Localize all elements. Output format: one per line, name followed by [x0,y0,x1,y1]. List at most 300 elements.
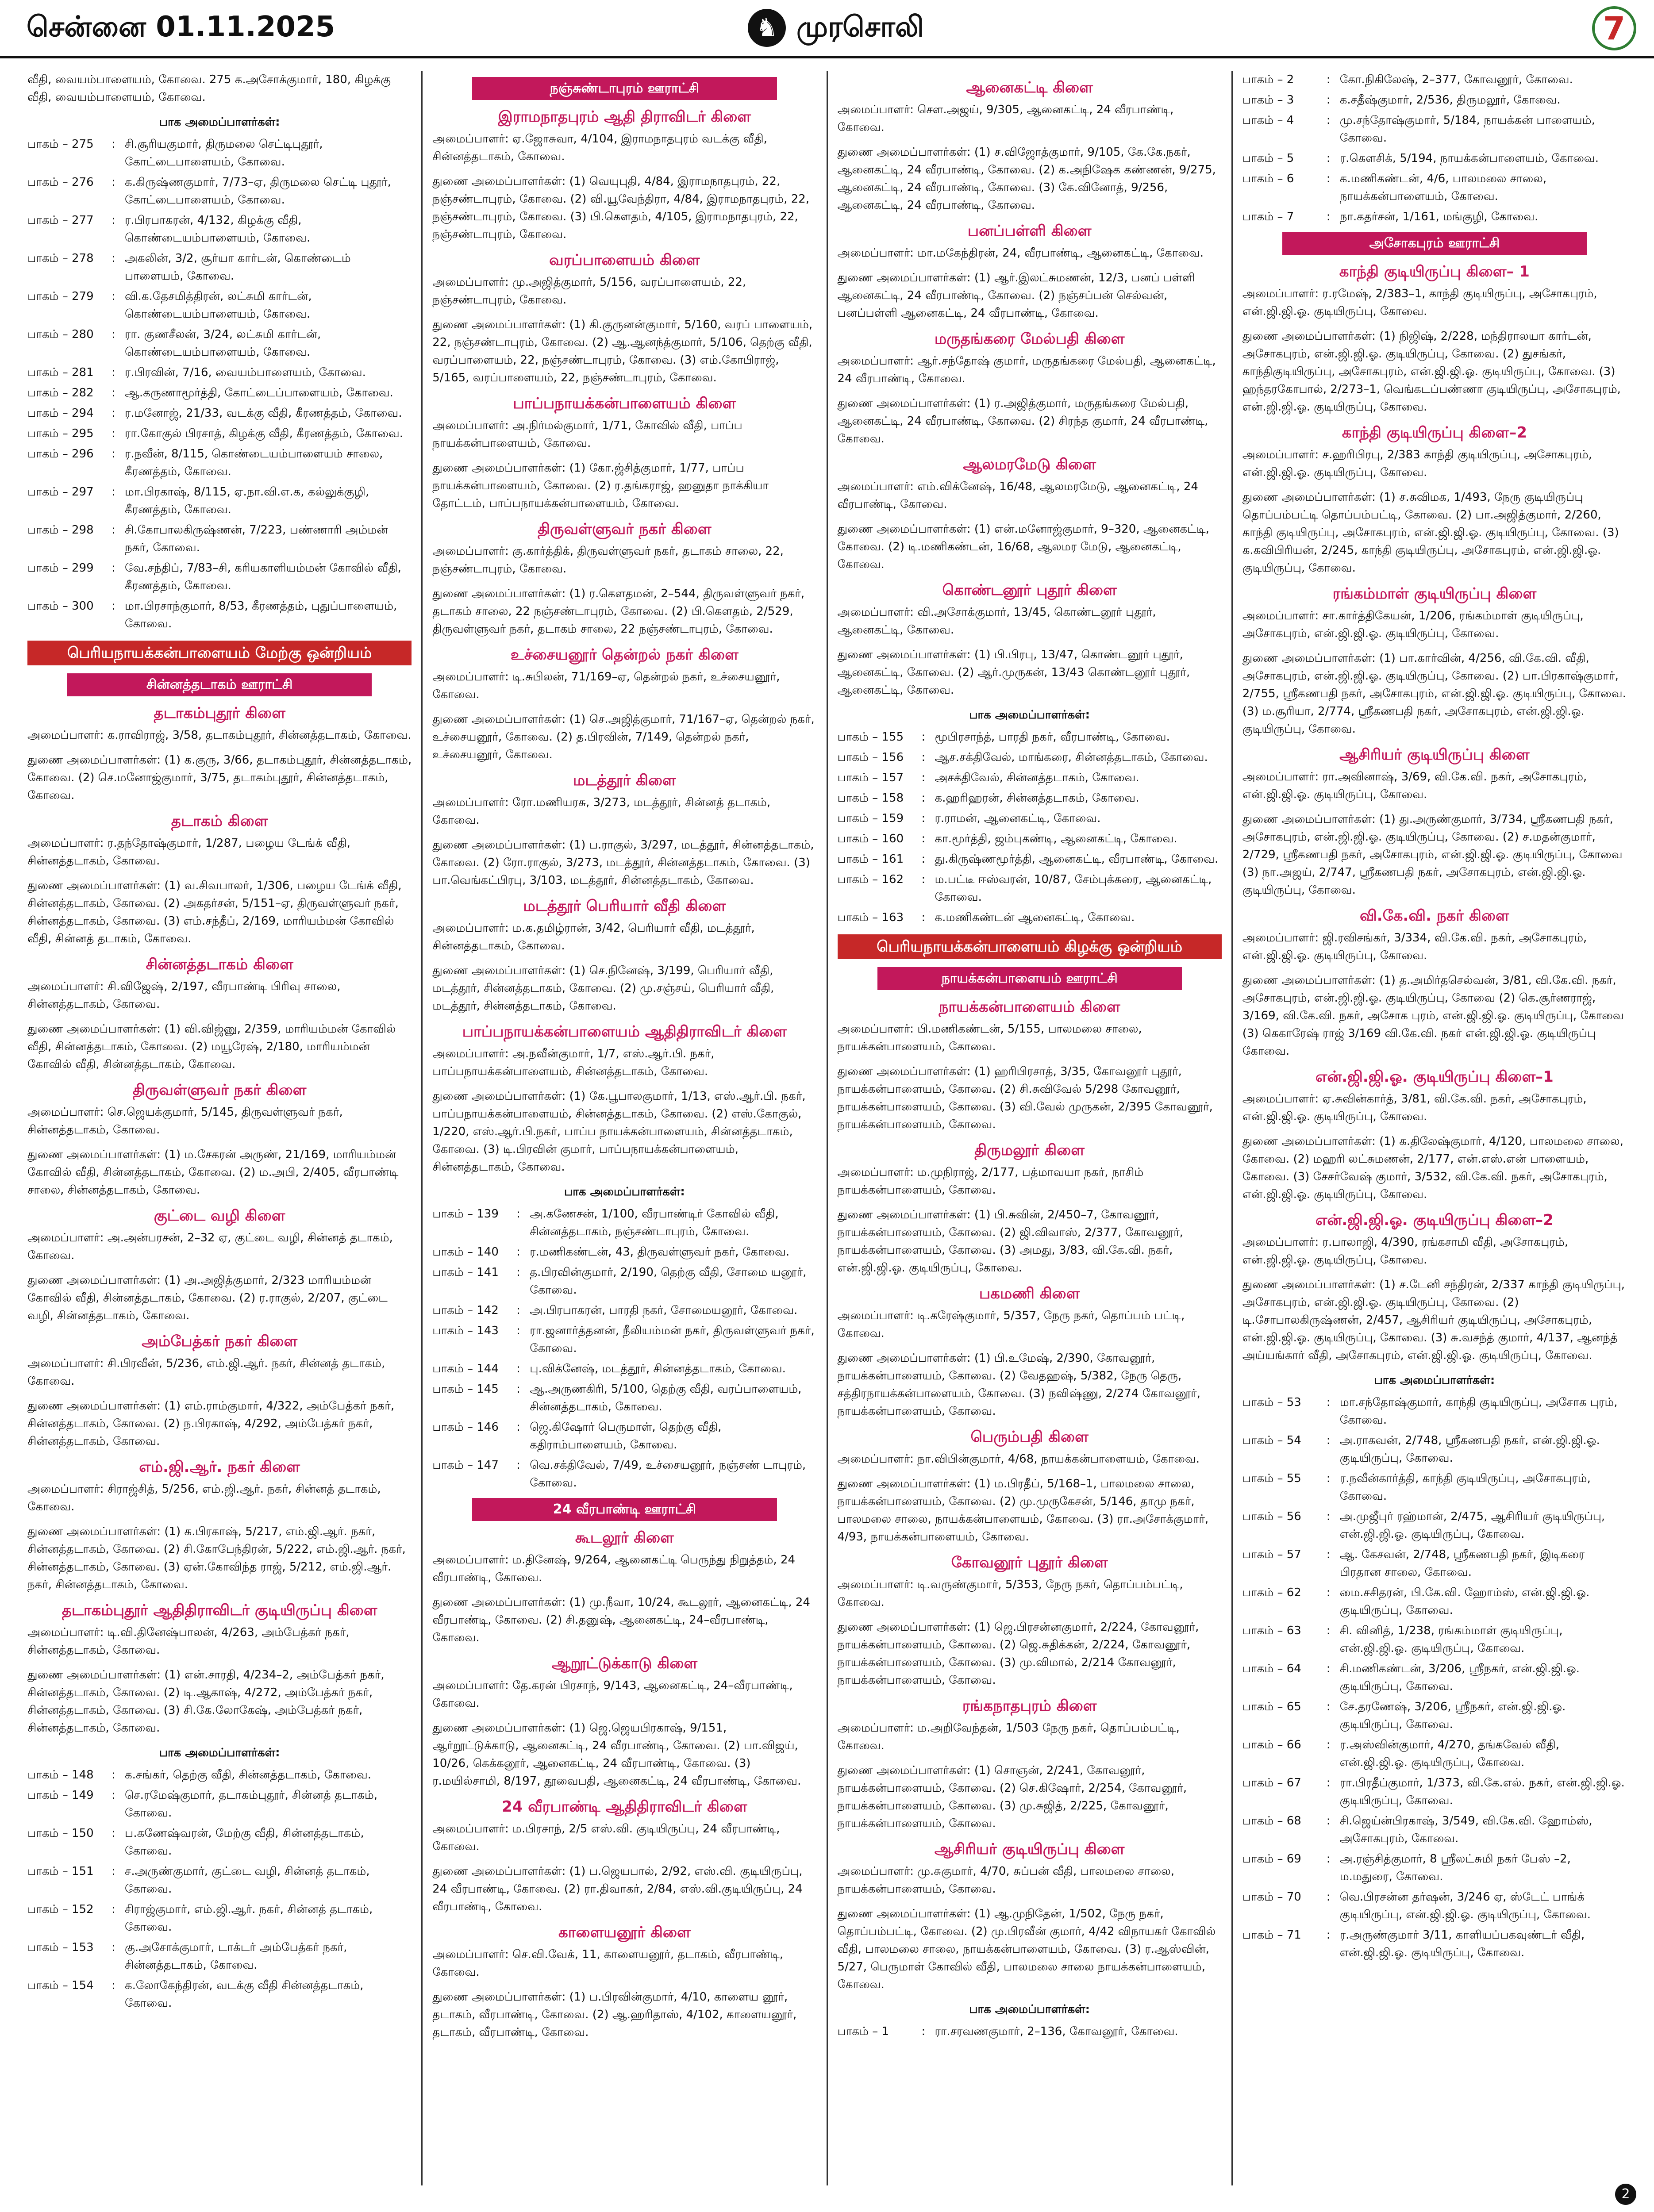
ward-row [1242,1394,1627,1429]
ward-organizer: நா.கதர்சன், 1/161, மங்குழி, கோவை. [1339,210,1539,223]
branch-title: சின்னத்தடாகம் கிளை [146,956,293,973]
ward-organizer: மா.பிரசாந்குமார், 8/53, கீரணத்தம், புதுப்பாளையம், கோவை. [125,599,397,630]
edition-date: சென்னை 01.11.2025 [27,11,335,43]
ward-number: பாகம் – 297 [27,485,94,499]
ward-colon: : [921,2025,926,2038]
organizer-text: அமைப்பாளர்: டி.கரேஷ்குமார், 5/357, நேரு நகர், தொப்பம் பட்டி, கோவை. [837,1309,1185,1340]
ward-organizer: சே.தரணேஷ், 3/206, ஸ்ரீநகர், என்.ஜி.ஜி.ஓ. குடியிருப்பு, கோவை. [1339,1700,1566,1731]
part-organizers-heading: பாக அமைப்பாளர்கள்: [159,115,280,129]
ward-row [27,559,412,595]
branch-title: ஆலமரமேடு கிளை [963,456,1096,473]
ward-number: பாகம் – 152 [27,1903,94,1916]
assistant-organizers-text: துணை அமைப்பாளர்கள்: (1) ச.சுவிமக, 1/493, நேரு குடியிருப்பு தொப்பம்பட்டி தொப்பம்பட்டி, கோவை. (2) பா.அஜித்குமார், 2/260, காந்தி குடியிருப்பு, அசோகபுரம், என்.ஜி.ஜி.ஓ. குடியிருப்பு, கோவை. (3) க.கவிபிரியன், 2/245, காந்தி குடியிருப்பு, அசோகபுரம், என்.ஜி.ஜி.ஓ. குடியிருப்பு, கோவை. [1242,491,1619,575]
ward-colon: : [1326,1472,1331,1485]
ward-number: பாகம் – 156 [837,751,904,764]
ward-organizer: ரா.பிரதீப்குமார், 1/373, வி.கே.எல். நகர், என்.ஜி.ஜி.ஓ. குடியிருப்பு, கோவை. [1339,1776,1625,1807]
branch-title: வரப்பாளையம் கிளை [549,251,700,269]
ward-organizer: ர.பிரவின், 7/16, வையம்பாளையம், கோவை. [125,366,366,379]
ward-row [1242,71,1627,88]
ward-row [27,211,412,247]
ward-row [27,1977,412,2012]
organizer-text: அமைப்பாளர்: செ.வி.வேக், 11, காளையனூர், தடாகம், வீரபாண்டி, கோவை. [432,1948,783,1979]
organizer-text: அமைப்பாளர்: க.ராவிராஜ், 3/58, தடாகம்புதூர், சின்னத்தடாகம், கோவை. [27,729,412,742]
assistant-organizers-text: துணை அமைப்பாளர்கள்: (1) ஜெ.ஜெயபிரகாஷ், 9/151, ஆர்றூட்டுக்காடு, ஆனைகட்டி, 24 வீரபாண்டி, கோவை. (2) பா.விஜய், 10/26, கெக்கனூர், ஆனைகட்டி, 24 வீரபாண்டி, கோவை. (3) ர.மயில்சாமி, 8/197, தூவைபதி, ஆனைகட்டி, 24 வீரபாண்டி, கோவை. [432,1721,801,1788]
ward-row [27,173,412,209]
ward-row [1242,1926,1627,1962]
ward-colon: : [921,771,926,784]
branch-title: பெரும்பதி கிளை [970,1428,1089,1446]
organizer-text: அமைப்பாளர்: தே.கரன் பிரசாந், 9/143, ஆனைகட்டி, 24–வீரபாண்டி, கோவை. [432,1679,793,1710]
ward-organizer: வெ.பிரசன்ன தர்ஷன், 3/246 ஏ, ஸ்டேட் பாங்க் குடியிருப்பு, என்.ஜி.ஜி.ஓ. குடியிருப்பு, கோவை. [1339,1890,1591,1921]
ward-colon: : [1326,1928,1331,1942]
branch-title: காளையனூர் கிளை [558,1924,691,1941]
assistant-organizers-text: துணை அமைப்பாளர்கள்: (1) என்.மனோஜ்குமார், 9–320, ஆனைகட்டி, கோவை. (2) டி.மணிகண்டன், 16/68, ஆலமர மேடு, ஆனைகட்டி, கோவை. [837,522,1209,571]
ward-colon: : [921,832,926,845]
branch-title: பாப்பநாயக்கன்பாளையம் கிளை [513,395,736,412]
ward-number: பாகம் – 277 [27,214,94,227]
ward-number: பாகம் – 282 [27,386,94,399]
ward-colon: : [1326,1776,1331,1790]
ward-colon: : [112,523,115,537]
branch-title: 24 வீரபாண்டி ஆதிதிராவிடர் கிளை [502,1798,747,1816]
ward-number: பாகம் – 150 [27,1827,94,1840]
ward-row [27,250,412,285]
ward-number: பாகம் – 294 [27,407,94,420]
ward-organizer: ஆச.சக்திவேல், மாங்கரை, சின்னத்தடாகம், கோவை. [935,751,1208,764]
ward-number: பாகம் – 296 [27,447,94,461]
ward-colon: : [921,751,926,764]
ward-colon: : [921,730,926,744]
branch-title: வி.கே.வி. நகர் கிளை [1360,907,1509,925]
organizer-text: அமைப்பாளர்: ஜி.ரவிசங்கர், 3/334, வி.கே.வி. நகர், அசோகபுரம், என்.ஜி.ஜி.ஓ. குடியிருப்பு, கோவை. [1242,931,1587,962]
ward-row [432,1243,816,1261]
ward-organizer: ச.அருண்குமார், குட்டை வழி, சின்னத் தடாகம், கோவை. [125,1865,370,1896]
page-number: 7 [1592,6,1636,50]
assistant-organizers-text: துணை அமைப்பாளர்கள்: (1) ர.அஜித்குமார், மருதங்கரை மேல்பதி, ஆனைகட்டி, 24 வீரபாண்டி, கோவை. (2) சிரந்த குமார், 24 வீரபாண்டி, கோவை. [837,397,1208,445]
ward-number: பாகம் – 68 [1242,1814,1301,1828]
ward-organizer: அ.ரஞ்சித்குமார், 8 ஸ்ரீலட்சுமி நகர் பேஸ் –2, ம.மதுரை, கோவை. [1339,1852,1571,1883]
ward-colon: : [112,1941,115,1954]
page-header [0,0,1654,58]
ward-number: பாகம் – 161 [837,853,904,866]
organizer-text: அமைப்பாளர்: ர.தந்தோஷ்குமார், 1/287, பழைய டேங்க் வீதி, சின்னத்தடாகம், கோவை. [27,837,350,868]
ward-colon: : [921,812,926,825]
ward-colon: : [516,1421,521,1434]
organizer-text: அமைப்பாளர்: டி.சுபிலன், 71/169–ஏ, தென்றல் நகர், உச்சையனூர், கோவை. [432,670,780,701]
ward-row [838,769,1222,787]
branch-title: திருமலூர் கிளை [974,1141,1085,1159]
ward-number: பாகம் – 7 [1242,210,1294,223]
assistant-organizers-text: துணை அமைப்பாளர்கள்: (1) வி.விஜ்னு, 2/359, மாரியம்மன் கோவில் வீதி, சின்னத்தடாகம், கோவை. (2) மயூரேஷ், 2/180, மாரியம்மன் கோவில் வீதி, சின்னத்தடாகம், கோவை. [27,1022,396,1071]
column-3 [828,71,1233,2185]
part-organizers-heading: பாக அமைப்பாளர்கள்: [1374,1374,1495,1387]
ward-colon: : [516,1207,521,1221]
ward-row [432,1418,816,1454]
ward-organizer: ப.கணேஷ்வரன், மேற்கு வீதி, சின்னத்தடாகம், கோவை. [125,1827,364,1858]
ward-organizer: ர.மனோஜ், 21/33, வடக்கு வீதி, கீரணத்தம், கோவை. [125,407,402,420]
assistant-organizers-text: துணை அமைப்பாளர்கள்: (1) து.அருண்குமார், 3/734, ஸ்ரீகணபதி நகர், அசோகபுரம், என்.ஜி.ஜி.ஓ. குடியிருப்பு, கோவை. (2) ச.மதன்குமார், 2/729, ஸ்ரீகணபதி நகர், அசோகபுரம், என்.ஜி.ஜி.ஓ. குடியிருப்பு, கோவை (3) நா.அஜய், 2/747, ஸ்ரீகணபதி நகர், அசோகபுரம், என்.ஜி.ஜி.ஓ. குடியிருப்பு, கோவை. [1242,813,1623,897]
assistant-organizers-text: துணை அமைப்பாளர்கள்: (1) ஹரிபிரசாத், 3/35, கோவனூர் புதூர், நாயக்கன்பாளையம், கோவை. (2) சி.சுவிவேல் 5/298 கோவனூர், நாயக்கன்பாளையம், கோவை. (3) வி.வேல் முருகன், 2/395 கோவனூர், நாயக்கன்பாளையம், கோவை. [837,1065,1213,1131]
ward-organizer: வே.சந்திப், 7/83–சி, கரியகாளியம்மன் கோவில் வீதி, கீரணத்தம், கோவை. [125,561,401,592]
ward-organizer: ர.மணிகண்டன், 43, திருவள்ளுவர் நகர், கோவை. [530,1245,790,1259]
assistant-organizers-text: துணை அமைப்பாளர்கள்: (1) ச.டேனி சந்திரன், 2/337 காந்தி குடியிருப்பு, அசோகபுரம், என்.ஜி.ஜி.ஓ. குடியிருப்பு, கோவை. (2) டி.சோபாலகிருஷ்ணன், 2/457, ஆசிரியர் குடியிருப்பு, அசோகபுரம், என்.ஜி.ஜி.ஓ. குடியிருப்பு, கோவை. (3) சு.வசந்த் குமார், 4/137, ஆனந்த் அய்யங்கார் வீதி, அசோகபுரம், என்.ஜி.ஜி.ஓ. குடியிருப்பு, கோவை. [1242,1278,1625,1362]
assistant-organizers-text: துணை அமைப்பாளர்கள்: (1) ப.பிரவின்குமார், 4/10, காளைய னூர், தடாகம், வீரபாண்டி, கோவை. (2) ஆ.ஹரிதாஸ், 4/102, காளையனூர், தடாகம், வீரபாண்டி, கோவை. [432,1990,797,2039]
ward-colon: : [112,290,115,303]
panchayat-banner: நஞ்சுண்டாபுரம் ஊராட்சி [472,77,777,100]
ward-row [27,1901,412,1936]
ward-number: பாகம் – 139 [432,1207,499,1221]
ward-organizer: செ.ரமேஷ்குமார், தடாகம்புதூர், சின்னத் தடாகம், கோவை. [125,1789,378,1820]
branch-title: பனப்பள்ளி கிளை [967,222,1092,240]
organizer-text: அமைப்பாளர்: ம.க.தமிழ்ரான், 3/42, பெரியார் வீதி, மடத்தூர், சின்னத்தடாகம், கோவை. [432,922,755,952]
ward-number: பாகம் – 281 [27,366,94,379]
ward-row [1242,1736,1627,1771]
ward-number: பாகம் – 140 [432,1245,499,1259]
column-2 [423,71,827,2185]
assistant-organizers-text: துணை அமைப்பாளர்கள்: (1) ஆ.முநிதேன், 1/502, நேரு நகர், தொப்பம்பட்டி, கோவை. (2) மு.பிரவீன் குமார், 4/42 விநாயகர் கோவில் வீதி, பாலமலை சாலை, நாயக்கன்பாளையம், கோவை. (3) ர.ஆஸ்வின், 5/27, பெருமாள் கோவில் வீதி, பாலமலை சாலை நாயக்கன்பாளையம், கோவை. [837,1907,1216,1991]
panchayat-banner: அசோகபுரம் ஊராட்சி [1282,232,1587,255]
organizer-text: அமைப்பாளர்: சி.பிரவீன், 5/236, எம்.ஜி.ஆர். நகர், சின்னத் தடாகம், கோவை. [27,1357,385,1388]
assistant-organizers-text: துணை அமைப்பாளர்கள்: (1) ம.சேகரன் அருண், 21/169, மாரியம்மன் கோவில் வீதி, சின்னத்தடாகம், கோவை. (2) ம.அபி, 2/405, வீரபாண்டி சாலை, சின்னத்தடாகம், கோவை. [27,1148,399,1197]
ward-organizer: மூபிரசாந்த், பாரதி நகர், வீரபாண்டி, கோவை. [935,730,1170,744]
ward-organizer: க.சதீஷ்குமார், 2/536, திருமலூர், கோவை. [1339,93,1561,107]
assistant-organizers-text: துணை அமைப்பாளர்கள்: (1) வெயுபுதி, 4/84, இராமநாதபுரம், 22, நஞ்சண்டாபுரம், கோவை. (2) வி.யூவேந்திரா, 4/84, இராமநாதபுரம், 22, நஞ்சண்டாபுரம், கோவை. (3) பி.கௌதம், 4/105, இராமநாதபுரம், 22, நஞ்சண்டாபுரம், கோவை. [432,175,810,241]
panchayat-banner: நாயக்கன்பாளையம் ஊராட்சி [877,967,1182,990]
ward-row [27,1824,412,1860]
ward-row [432,1322,816,1357]
ward-colon: : [112,328,115,341]
ward-row [838,728,1222,746]
assistant-organizers-text: துணை அமைப்பாளர்கள்: (1) பி.உமேஷ், 2/390, கோவனூர், நாயக்கன்பாளையம், கோவை. (2) வேதஹஷ், 5/382, நேரு தெரு, சத்திரநாயக்கன்பாளையம், கோவை. (3) நவிஷ்ணு, 2/274 கோவனூர், நாயக்கன்பாளையம், கோவை. [837,1352,1200,1418]
ward-number: பாகம் – 159 [837,812,904,825]
ward-colon: : [1326,1548,1331,1561]
ward-colon: : [1326,210,1331,223]
branch-title: திருவள்ளுவர் நகர் கிளை [538,520,712,538]
ward-colon: : [1326,93,1331,107]
ward-number: பாகம் – 64 [1242,1662,1301,1675]
ward-number: பாகம் – 141 [432,1266,499,1279]
organizer-text: அமைப்பாளர்: ரா.அவினாஷ், 3/69, வி.கே.வி. நகர், அசோகபுரம், என்.ஜி.ஜி.ஓ. குடியிருப்பு, கோவை. [1242,770,1587,801]
assistant-organizers-text: துணை அமைப்பாளர்கள்: (1) மு.நீவா, 10/24, கூடலூர், ஆனைகட்டி, 24 வீரபாண்டி, கோவை. (2) சி.தனுஷ், ஆனைகட்டி, 24–வீரபாண்டி, கோவை. [432,1596,810,1644]
organizer-text: அமைப்பாளர்: மு.சுகுமார், 4/70, சுப்பன் வீதி, பாலமலை சாலை, நாயக்கன்பாளையம், கோவை. [837,1865,1175,1896]
ward-number: பாகம் – 2 [1242,73,1294,86]
ward-colon: : [1326,73,1331,86]
organizer-text: அமைப்பாளர்: ஏ.சுவின்கார்த், 3/81, வி.கே.வி. நகர், அசோகபுரம், என்.ஜி.ஜி.ஓ. குடியிருப்பு, கோவை. [1242,1092,1587,1123]
ward-number: பாகம் – 279 [27,290,94,303]
ward-organizer: ரா.சரவணகுமார், 2–136, கோவனூர், கோவை. [935,2025,1178,2038]
ward-number: பாகம் – 53 [1242,1396,1301,1409]
ward-colon: : [516,1245,521,1259]
ward-number: பாகம் – 147 [432,1459,499,1472]
assistant-organizers-text: துணை அமைப்பாளர்கள்: (1) எம்.ராம்குமார், 4/322, அம்பேத்கர் நகர், சின்னத்தடாகம், கோவை. (2) ந.பிரகாஷ், 4/292, அம்பேத்கர் நகர், சின்னத்தடாகம், கோவை. [27,1399,395,1448]
ward-organizer: ர.நவீன், 8/115, கொண்டையம்பாளையம் சாலை, கீரணத்தம், கோவை. [125,447,383,478]
ward-row [432,1205,816,1240]
ward-row [1242,1698,1627,1733]
ward-organizer: மா.சந்தோஷ்குமார், காந்தி குடியிருப்பு, அசோக புரம், கோவை. [1339,1396,1618,1427]
ward-organizer: க.சங்கர், தெற்கு வீதி, சின்னத்தடாகம், கோவை. [125,1768,372,1782]
organizer-text: அமைப்பாளர்: ம.தினேஷ், 9/264, ஆனைகட்டி பெருந்து நிறுத்தம், 24 வீரபாண்டி, கோவை. [432,1553,796,1584]
ward-number: பாகம் – 153 [27,1941,94,1954]
branch-title: குட்டை வழி கிளை [154,1207,285,1225]
organizer-text: அமைப்பாளர்: பி.மணிகண்டன், 5/155, பாலமலை சாலை, நாயக்கன்பாளையம், கோவை. [837,1022,1142,1053]
article-columns [18,71,1636,2185]
part-organizers-heading: பாக அமைப்பாளர்கள்: [969,708,1090,722]
ward-colon: : [112,366,115,379]
branch-title: உச்சையனூர் தென்றல் நகர் கிளை [510,646,739,664]
ward-row [1242,1812,1627,1847]
ward-colon: : [112,214,115,227]
assistant-organizers-text: துணை அமைப்பாளர்கள்: (1) வ.சிவபாலர், 1/306, பழைய டேங்க் வீதி, சின்னத்தடாகம், கோவை. (2) அகதர்சன், 5/151–ஏ, திருவள்ளுவர் நகர், சின்னத்தடாகம், கோவை. (3) எம்.சந்தீப், 2/169, மாரியம்மன் கோவில் வீதி, சின்னத் தடாகம், கோவை. [27,879,402,945]
ward-number: பாகம் – 3 [1242,93,1294,107]
ward-organizer: ர.அஸ்வின்குமார், 4/270, தங்கவேல் வீதி, என்.ஜி.ஜி.ஓ. குடியிருப்பு, கோவை. [1339,1738,1560,1769]
organizer-text: அமைப்பாளர்: ர.பாலாஜி, 4/390, ரங்கசாமி வீதி, அசோகபுரம், என்.ஜி.ஜி.ஓ. குடியிருப்பு, கோவை. [1242,1236,1569,1267]
ward-organizer: க.லோகேந்திரன், வடக்கு வீதி சின்னத்தடாகம், கோவை. [125,1979,364,2010]
ward-organizer: மு.சந்தோஷ்குமார், 5/184, நாயக்கன் பாளையம், கோவை. [1339,114,1595,145]
ward-number: பாகம் – 142 [432,1304,499,1317]
ward-colon: : [1326,1890,1331,1904]
branch-title: ஆசிரியர் குடியிருப்பு கிளை [934,1840,1125,1858]
ward-organizer: ஜெ.கிஷோர் பெருமாள், தெற்கு வீதி, கதிராம்பாளையம், கோவை. [530,1421,722,1452]
branch-title: பகமணி கிளை [979,1285,1080,1302]
assistant-organizers-text: துணை அமைப்பாளர்கள்: (1) ப.ஜெயபால், 2/92, எஸ்.வி. குடியிருப்பு, 24 வீரபாண்டி, கோவை. (2) ரா.திவாகர், 2/84, எஸ்.வி.குடியிருப்பு, 24 வீரபாண்டி, கோவை. [432,1865,803,1913]
organizer-text: அமைப்பாளர்: நா.விபின்குமார், 4/68, நாயக்கன்பாளையம், கோவை. [837,1452,1200,1466]
column-4 [1233,71,1636,2185]
ward-number: பாகம் – 56 [1242,1510,1301,1523]
ward-colon: : [516,1324,521,1337]
ward-organizer: பு.விக்னேஷ், மடத்தூர், சின்னத்தடாகம், கோவை. [530,1362,786,1375]
ward-colon: : [112,599,115,613]
assistant-organizers-text: துணை அமைப்பாளர்கள்: (1) சொஞன், 2/241, கோவனூர், நாயக்கன்பாளையம், கோவை. (2) செ.கிஷோர், 2/254, கோவனூர், நாயக்கன்பாளையம், கோவை. (3) மு.சுஜித், 2/225, கோவனூர், நாயக்கன்பாளையம், கோவை. [837,1764,1187,1830]
ward-organizer: ர.நவீன்கார்த்தி, காந்தி குடியிருப்பு, அசோகபுரம், கோவை. [1339,1472,1591,1503]
ward-number: பாகம் – 67 [1242,1776,1301,1790]
ward-row [838,830,1222,848]
ward-organizer: ம.பட்டீ ஈஸ்வரன், 10/87, சேம்புக்கரை, ஆனைகட்டி, கோவை. [935,873,1212,904]
ward-row [1242,1888,1627,1924]
ward-row [432,1456,816,1492]
ward-row [1242,1622,1627,1657]
ward-colon: : [112,176,115,189]
ward-row [27,326,412,361]
ward-row [1242,1660,1627,1695]
ward-organizer: சி.ஜெய்ன்பிரகாஷ், 3/549, வி.கே.வி. ஹோம்ஸ், அசோகபுரம், கோவை. [1339,1814,1592,1845]
ward-row [838,871,1222,906]
organizer-text: அமைப்பாளர்: சா.கார்த்திகேயன், 1/206, ரங்கம்மாள் குடியிருப்பு, அசோகபுரம், என்.ஜி.ஜி.ஓ. குடியிருப்பு, கோவை. [1242,609,1584,640]
organizer-text: அமைப்பாளர்: ஏ.ஜோசுவா, 4/104, இராமநாதபுரம் வடக்கு வீதி, சின்னத்தடாகம், கோவை. [432,132,767,163]
ward-number: பாகம் – 54 [1242,1434,1301,1447]
ward-number: பாகம் – 162 [837,873,904,886]
ward-number: பாகம் – 157 [837,771,904,784]
ward-number: பாகம் – 295 [27,427,94,440]
assistant-organizers-text: துணை அமைப்பாளர்கள்: (1) பி.சுவின், 2/450–7, கோவனூர், நாயக்கன்பாளையம், கோவை. (2) ஜி.விவாஸ், 2/377, கோவனூர், நாயக்கன்பாளையம், கோவை. (3) அமது, 3/83, வி.கே.வி. நகர், என்.ஜி.ஜி.ஓ. குடியிருப்பு, கோவை. [837,1208,1183,1275]
organizer-text: அமைப்பாளர்: செ.ஜெயக்குமார், 5/145, திருவள்ளுவர் நகர், சின்னத்தடாகம், கோவை. [27,1106,343,1137]
branch-title: பாப்பநாயக்கன்பாளையம் ஆதிதிராவிடர் கிளை [462,1023,787,1041]
ward-row [27,521,412,557]
ward-row [838,789,1222,807]
ward-organizer: ரா.ஜனார்த்தனன், நீலியம்மன் நகர், திருவள்ளுவர் நகர், கோவை. [530,1324,815,1355]
ward-number: பாகம் – 145 [432,1382,499,1396]
ward-colon: : [921,911,926,924]
ward-row [1242,91,1627,109]
ward-colon: : [1326,114,1331,127]
ward-organizer: க.கிருஷ்ணகுமார், 7/73–ஏ, திருமலை செட்டி புதூர், கோட்டைபாளையம், கோவை. [125,176,391,207]
ward-organizer: க.மணிகண்டன், 4/6, பாலமலை சாலை, நாயக்கன்பாளையம், கோவை. [1339,172,1547,203]
ward-organizer: மை.சசிதரன், பி.கே.வி. ஹோம்ஸ், என்.ஜி.ஜி.ஓ. குடியிருப்பு, கோவை. [1339,1586,1590,1617]
ward-number: பாகம் – 155 [837,730,904,744]
ward-organizer: அ.ராகவன், 2/748, ஸ்ரீகணபதி நகர், என்.ஜி.ஜி.ஓ. குடியிருப்பு, கோவை. [1339,1434,1600,1465]
union-banner: பெரியநாயக்கன்பாளையம் கிழக்கு ஒன்றியம் [838,934,1222,959]
ward-colon: : [1326,1396,1331,1409]
ward-colon: : [1326,152,1331,165]
organizer-text: அமைப்பாளர்: கு.கார்த்திக், திருவள்ளுவர் நகர், தடாகம் சாலை, 22, நஞ்சண்டாபுரம், கோவை. [432,545,784,576]
ward-row [27,1863,412,1898]
organizer-text: அமைப்பாளர்: அ.நிர்மல்குமார், 1/71, கோவில் வீதி, பாப்ப நாயக்கன்பாளையம், கோவை. [432,419,742,450]
ward-row [838,909,1222,926]
ward-organizer: சி.சூரியகுமார், திருமலை செட்டிபுதூர், கோட்டைபாளையம், கோவை. [125,138,323,169]
ward-number: பாகம் – 6 [1242,172,1294,185]
ward-organizer: ஆ.அருணகிரி, 5/100, தெற்கு வீதி, வரப்பாளையம், சின்னத்தடாகம், கோவை. [530,1382,802,1413]
part-organizers-heading: பாக அமைப்பாளர்கள்: [159,1746,280,1759]
branch-title: ரங்கநாதபுரம் கிளை [962,1697,1097,1715]
ward-row [1242,150,1627,167]
assistant-organizers-text: துணை அமைப்பாளர்கள்: (1) நிஜிஷ், 2/228, மந்திராலயா கார்டன், அசோகபுரம், என்.ஜி.ஜி.ஓ. குடியிருப்பு, கோவை. (2) துசங்கர், காந்திகுடியிருப்பு, அசோகபுரம், என்.ஜி.ஜி.ஓ. குடியிருப்பு, கோவை. (3) ஹந்தரகோபால், 2/273–1, வெங்கடப்பண்ணா குடியிருப்பு, அசோகபுரம், என்.ஜி.ஜி.ஓ. குடியிருப்பு, கோவை. [1242,330,1621,414]
part-organizers-heading: பாக அமைப்பாளர்கள்: [564,1185,685,1198]
ward-row [27,1786,412,1822]
ward-number: பாகம் – 275 [27,138,94,151]
assistant-organizers-text: துணை அமைப்பாளர்கள்: (1) அ.அஜித்குமார், 2/323 மாரியம்மன் கோவில் வீதி, சின்னத்தடாகம், கோவை. (2) ர.ராகுல், 2/207, குட்டை வழி, சின்னத்தடாகம், கோவை. [27,1274,388,1322]
ward-colon: : [1326,1586,1331,1599]
ward-number: பாகம் – 66 [1242,1738,1301,1751]
ward-number: பாகம் – 151 [27,1865,94,1878]
ward-organizer: க.மணிகண்டன் ஆனைகட்டி, கோவை. [935,911,1135,924]
ward-row [1242,1470,1627,1505]
branch-title: காந்தி குடியிருப்பு கிளை–2 [1342,424,1527,442]
branch-title: திருவள்ளுவர் நகர் கிளை [132,1081,307,1099]
branch-title: கூடலூர் கிளை [575,1529,674,1547]
branch-title: ஆசிரியர் குடியிருப்பு கிளை [1339,746,1530,764]
branch-title: இராமநாதபுரம் ஆதி திராவிடர் கிளை [498,108,751,126]
assistant-organizers-text: துணை அமைப்பாளர்கள்: (1) என்.சாரதி, 4/234–2, அம்பேத்கர் நகர், சின்னத்தடாகம், கோவை. (2) டி.ஆகாஷ், 4/272, அம்பேத்கர் நகர், சின்னத்தடாகம், கோவை. (3) சி.கே.லோகேஷ், அம்பேத்கர் நகர், சின்னத்தடாகம், கோவை. [27,1668,385,1735]
panchayat-banner: சின்னத்தடாகம் ஊராட்சி [67,673,372,696]
ward-organizer: சி.கோபாலகிருஷ்ணன், 7/223, பண்ணாரி அம்மன் நகர், கோவை. [125,523,388,554]
ward-row [1242,1584,1627,1619]
ward-colon: : [112,1789,115,1802]
ward-row [27,483,412,518]
ward-colon: : [1326,1700,1331,1713]
organizer-text: அமைப்பாளர்: வி.அசோக்குமார், 13/45, கொண்டனூர் புதூர், ஆனைகட்டி, கோவை. [837,606,1156,637]
ward-organizer: அ.பிரபாகரன், பாரதி நகர், சோமையனூர், கோவை. [530,1304,798,1317]
assistant-organizers-text: துணை அமைப்பாளர்கள்: (1) கே.பூபாலகுமார், 1/13, எஸ்.ஆர்.பி. நகர், பாப்பநாயக்கன்பாளையம், சின்னத்தடாகம், கோவை. (2) எஸ்.கோகுல், 1/220, எஸ்.ஆர்.பி.நகர், பாப்ப நாயக்கன்பாளையம், சின்னத்தடாகம், கோவை. (3) டி.பிரவின் குமார், பாப்பநாயக்கன்பாளையம், சின்னத்தடாகம், கோவை. [432,1090,806,1174]
ward-colon: : [1326,1852,1331,1866]
ward-colon: : [112,1827,115,1840]
ward-number: பாகம் – 4 [1242,114,1294,127]
ward-row [1242,208,1627,226]
ward-row [432,1360,816,1378]
assistant-organizers-text: துணை அமைப்பாளர்கள்: (1) ஜெ.பிரசன்னகுமார், 2/224, கோவனூர், நாயக்கன்பாளையம், கோவை. (2) ஜெ.சுதிக்கன், 2/224, கோவனூர், நாயக்கன்பாளையம், கோவை. (3) மு.விமால், 2/214 கோவனூர், நாயக்கன்பாளையம், கோவை. [837,1621,1199,1687]
ward-colon: : [921,791,926,805]
ward-colon: : [112,386,115,399]
ward-colon: : [516,1266,521,1279]
ward-organizer: ர.அருண்குமார் 3/11, காளியப்பகவுண்டர் வீதி, என்.ஜி.ஜி.ஓ. குடியிருப்பு, கோவை. [1339,1928,1585,1959]
ward-number: பாகம் – 158 [837,791,904,805]
organizer-text: அமைப்பாளர்: சிராஜ்சித், 5/256, எம்.ஜி.ஆர். நகர், சின்னத் தடாகம், கோவை. [27,1482,381,1513]
organizer-text: அமைப்பாளர்: ம.அறிவேந்தன், 1/503 நேரு நகர், தொப்பம்பட்டி, கோவை. [837,1721,1180,1752]
organizer-text: அமைப்பாளர்: அ.அன்பரசன், 2–32 ஏ, குட்டை வழி, சின்னத் தடாகம், கோவை. [27,1231,393,1262]
assistant-organizers-text: துணை அமைப்பாளர்கள்: (1) பி.பிரபு, 13/47, கொண்டனூர் புதூர், ஆனைகட்டி, கோவை. (2) ஆர்.முருகன், 13/43 கொண்டனூர் புதூர், ஆனைகட்டி, கோவை. [837,648,1190,697]
ward-colon: : [1326,1434,1331,1447]
ward-row [432,1380,816,1416]
ward-organizer: து.கிருஷ்ணமூர்த்தி, ஆனைகட்டி, வீரபாண்டி, கோவை. [935,853,1219,866]
assistant-organizers-text: துணை அமைப்பாளர்கள்: (1) க.திலேஷ்குமார், 4/120, பாலமலை சாலை, கோவை. (2) மஹரி லட்சுமணன், 2/177, என்.எஸ்.என் பாளையம், கோவை. (3) சேசர்வேஷ் குமார், 3/532, வி.கே.வி. நகர், அசோகபுரம், என்.ஜி.ஜி.ஓ. குடியிருப்பு, கோவை. [1242,1135,1623,1201]
ward-number: பாகம் – 160 [837,832,904,845]
ward-row [1242,170,1627,205]
branch-title: தடாகம்புதூர் ஆதிதிராவிடர் குடியிருப்பு கிளை [62,1601,377,1619]
assistant-organizers-text: துணை அமைப்பாளர்கள்: (1) ம.பிரதீப், 5/168–1, பாலமலை சாலை, நாயக்கன்பாளையம், கோவை. (2) மு.முருகேசன், 5/146, தாமு நகர், பாலமலை சாலை, நாயக்கன்பாளையம், கோவை. (3) ரா.அசோக்குமார், 4/93, நாயக்கன்பாளையம், கோவை. [837,1477,1209,1544]
organizer-text: அமைப்பாளர்: சி.விஜேஷ், 2/197, வீரபாண்டி பிரிவு சாலை, சின்னத்தடாகம், கோவை. [27,980,341,1011]
branch-title: மடத்தூர் பெரியார் வீதி கிளை [523,897,726,915]
ward-organizer: ரா.கோகுல் பிரசாத், கிழக்கு வீதி, கீரணத்தம், கோவை. [125,427,404,440]
ward-organizer: ர.பிரபாகரன், 4/132, கிழக்கு வீதி, கொண்டையம்பாளையம், கோவை. [125,214,311,245]
intro-text: வீதி, வையம்பாளையம், கோவை. 275 க.அசோக்குமார், 180, கிழக்கு வீதி, வையம்பாளையம், கோவை. [27,73,391,104]
ward-colon: : [112,1903,115,1916]
ward-number: பாகம் – 5 [1242,152,1294,165]
ward-row [838,749,1222,766]
ward-number: பாகம் – 55 [1242,1472,1301,1485]
organizer-text: அமைப்பாளர்: ரோ.மணியரசு, 3/273, மடத்தூர், சின்னத் தடாகம், கோவை. [432,796,771,827]
assistant-organizers-text: துணை அமைப்பாளர்கள்: (1) கோ.ஜ்சித்குமார், 1/77, பாப்ப நாயக்கன்பாளையம், கோவை. (2) ர.தங்கராஜ், ஹனுதா நாக்கியா தோட்டம், பாப்பநாயக்கன்பாளையம், கோவை. [432,461,769,510]
organizer-text: அமைப்பாளர்: மு.அஜித்குமார், 5/156, வரப்பாளையம், 22, நஞ்சண்டாபுரம், கோவை. [432,276,746,307]
organizer-text: அமைப்பாளர்: ச.ஹரிபிரபு, 2/383 காந்தி குடியிருப்பு, அசோகபுரம், என்.ஜி.ஜி.ஓ. குடியிருப்பு, கோவை. [1242,448,1592,479]
ward-number: பாகம் – 300 [27,599,94,613]
ward-row [27,1939,412,1974]
organizer-text: அமைப்பாளர்: ம.முநிராஜ், 2/177, பத்மாவயா நகர், நாசிம் நாயக்கன்பாளையம், கோவை. [837,1166,1144,1197]
assistant-organizers-text: துணை அமைப்பாளர்கள்: (1) க.பிரகாஷ், 5/217, எம்.ஜி.ஆர். நகர், சின்னத்தடாகம், கோவை. (2) சி.கோபேந்திரன், 5/222, எம்.ஜி.ஆர். நகர், சின்னத்தடாகம், கோவை. (3) ஏன்.கோவிந்த ராஜ், 5/212, எம்.ஜி.ஆர். நகர், சின்னத்தடாகம், கோவை. [27,1525,406,1591]
ward-number: பாகம் – 276 [27,176,94,189]
ward-organizer: சிராஜ்குமார், எம்.ஜி.ஆர். நகர், சின்னத் தடாகம், கோவை. [125,1903,373,1934]
ward-row [1242,1508,1627,1543]
ward-colon: : [112,447,115,461]
organizer-text: அமைப்பாளர்: டி.வருண்குமார், 5/353, நேரு நகர், தொப்பம்பட்டி, கோவை. [837,1578,1183,1609]
ward-colon: : [112,407,115,420]
ward-row [27,384,412,402]
ward-colon: : [112,561,115,575]
ward-colon: : [112,1979,115,1992]
organizer-text: அமைப்பாளர்: டி.வி.தினேஷ்பாலன், 4/263, அம்பேத்கர் நகர், சின்னத்தடாகம், கோவை. [27,1626,350,1657]
ward-colon: : [1326,1814,1331,1828]
ward-row [1242,1850,1627,1886]
ward-organizer: அசக்திவேல், சின்னத்தடாகம், கோவை. [935,771,1139,784]
branch-title: அம்பேத்கர் நகர் கிளை [142,1333,298,1350]
ward-colon: : [112,1768,115,1782]
organizer-text: அமைப்பாளர்: மா.மகேந்திரன், 24, வீரபாண்டி, ஆனைகட்டி, கோவை. [837,246,1204,260]
column-1 [18,71,423,2185]
ward-colon: : [1326,1662,1331,1675]
ward-number: பாகம் – 62 [1242,1586,1301,1599]
ward-colon: : [112,485,115,499]
ward-row [27,404,412,422]
organizer-text: அமைப்பாளர்: செள.அஜய், 9/305, ஆனைகட்டி, 24 வீரபாண்டி, கோவை. [837,103,1174,134]
branch-title: மருதங்கரை மேல்பதி கிளை [934,330,1125,348]
assistant-organizers-text: துணை அமைப்பாளர்கள்: (1) ச.விஜோத்குமார், 9/105, கே.கே.நகர், ஆனைகட்டி, 24 வீரபாண்டி, கோவை. (2) க.அநிஷேக கண்ணன், 9/275, ஆனைகட்டி, 24 வீரபாண்டி, கோவை. (3) கே.வினோத், 9/256, ஆனைகட்டி, 24 வீரபாண்டி, கோவை. [837,146,1216,212]
ward-organizer: ஆ. கேசவன், 2/748, ஸ்ரீகணபதி நகர், இடிகரை பிரதான சாலை, கோவை. [1339,1548,1585,1579]
ward-number: பாகம் – 280 [27,328,94,341]
ward-colon: : [112,1865,115,1878]
ward-number: பாகம் – 149 [27,1789,94,1802]
ward-number: பாகம் – 298 [27,523,94,537]
ward-row [27,135,412,171]
ward-organizer: அ.கணேசன், 1/100, வீரபாண்டிர் கோவில் வீதி, சின்னத்தடாகம், நஞ்சண்டாபுரம், கோவை. [530,1207,779,1238]
ward-organizer: வெ.சக்திவேல், 7/49, உச்சையனூர், நஞ்சண் டாபுரம், கோவை. [530,1459,806,1490]
ward-organizer: வி.க.தேசமித்திரன், லட்சுமி கார்டன், கொண்டையம்பாளையம், கோவை. [125,290,312,321]
